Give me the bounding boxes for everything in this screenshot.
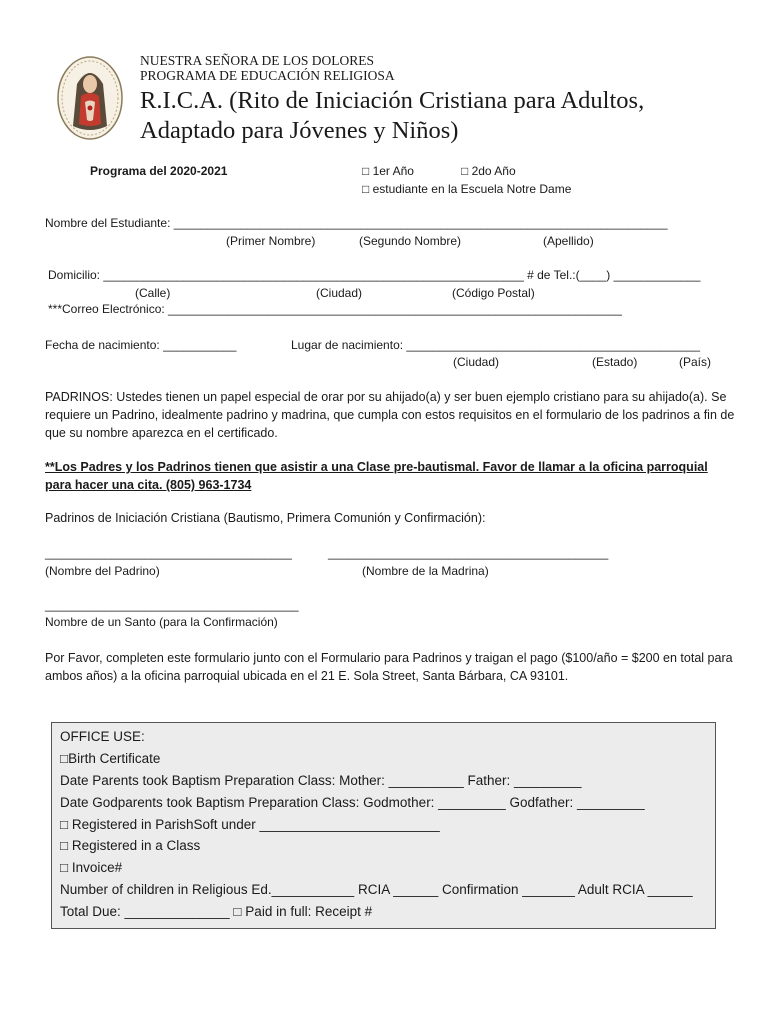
program-name: PROGRAMA DE EDUCACIÓN RELIGIOSA <box>140 68 395 83</box>
student-name-field[interactable]: Nombre del Estudiante: __________________________________________________________________________ <box>45 216 668 230</box>
birth-place-field[interactable]: Lugar de nacimiento: ____________________________________________ <box>291 338 701 352</box>
office-title: OFFICE USE: <box>60 729 145 744</box>
invoice-checkbox[interactable]: □ Invoice# <box>60 860 123 875</box>
page-title-line2: Adaptado para Jóvenes y Niños) <box>140 117 459 144</box>
birth-city-label: (Ciudad) <box>453 355 500 369</box>
zip-label: (Código Postal) <box>452 286 535 300</box>
middle-name-label: (Segundo Nombre) <box>359 234 462 248</box>
parents-class-date-field[interactable]: Date Parents took Baptism Preparation Class: Mother: __________ Father: _________ <box>60 773 582 788</box>
godmother-name-field[interactable]: __________________________________________ <box>328 546 609 560</box>
birth-certificate-checkbox[interactable]: □Birth Certificate <box>60 751 161 766</box>
godparents-class-date-field[interactable]: Date Godparents took Baptism Preparation Class: Godmother: _________ Godfather: _________ <box>60 795 645 810</box>
first-name-label: (Primer Nombre) <box>226 234 316 248</box>
virgin-mary-image <box>55 54 125 142</box>
sponsors-heading: Padrinos de Iniciación Cristiana (Bautismo, Primera Comunión y Confirmación): <box>45 511 486 525</box>
address-field[interactable]: Domicilio: _______________________________________________________________ # de Tel.:(____) _____________ <box>48 268 701 282</box>
godfather-label: (Nombre del Padrino) <box>45 564 160 578</box>
closing-paragraph: Por Favor, completen este formulario junto con el Formulario para Padrinos y traigan el pago ($100/año = $200 en total para ambos años) a la oficina parroquial ubicada en el 21 E. Sola Street, Santa Bárbara, CA 93101. <box>45 651 733 683</box>
godfather-name-field[interactable]: _____________________________________ <box>45 546 292 560</box>
office-use-box <box>51 722 716 929</box>
birth-state-label: (Estado) <box>592 355 638 369</box>
saint-label: Nombre de un Santo (para la Confirmación) <box>45 615 278 629</box>
page-title-line1: R.I.C.A. (Rito de Iniciación Cristiana para Adultos, <box>140 87 645 114</box>
notre-dame-checkbox[interactable]: □ estudiante en la Escuela Notre Dame <box>362 182 572 196</box>
godmother-label: (Nombre de la Madrina) <box>362 564 489 578</box>
baptism-class-notice: **Los Padres y los Padrinos tienen que asistir a una Clase pre-bautismal. Favor de llamar a la oficina parroquial para hacer una cita. (805) 963-1734 <box>45 460 708 492</box>
total-due-field[interactable]: Total Due: ______________ □ Paid in full: Receipt # <box>60 904 373 919</box>
city-label: (Ciudad) <box>316 286 363 300</box>
email-field[interactable]: ***Correo Electrónico: ____________________________________________________________________ <box>48 302 622 316</box>
street-label: (Calle) <box>135 286 171 300</box>
second-year-checkbox[interactable]: □ 2do Año <box>461 164 516 178</box>
birth-date-field[interactable]: Fecha de nacimiento: ___________ <box>45 338 237 352</box>
parish-name: NUESTRA SEÑORA DE LOS DOLORES <box>140 53 375 68</box>
padrinos-paragraph: PADRINOS: Ustedes tienen un papel especial de orar por su ahijado(a) y ser buen ejemplo cristiano para su ahijado(a). Se requiere un Padrino, idealmente padrino y madrina, que cumpla con estos requisitos en el formulario de los padrinos a fin de que su nombre aparezca en el certificado. <box>45 390 735 440</box>
last-name-label: (Apellido) <box>543 234 594 248</box>
parishsoft-checkbox[interactable]: □ Registered in ParishSoft under ________________________ <box>60 817 440 832</box>
program-year: Programa del 2020-2021 <box>90 164 228 178</box>
children-count-field[interactable]: Number of children in Religious Ed.___________ RCIA ______ Confirmation _______ Adult RCIA ______ <box>60 882 693 897</box>
registered-class-checkbox[interactable]: □ Registered in a Class <box>60 838 201 853</box>
first-year-checkbox[interactable]: □ 1er Año <box>362 164 414 178</box>
saint-name-field[interactable]: ______________________________________ <box>45 598 299 612</box>
birth-country-label: (País) <box>679 355 712 369</box>
